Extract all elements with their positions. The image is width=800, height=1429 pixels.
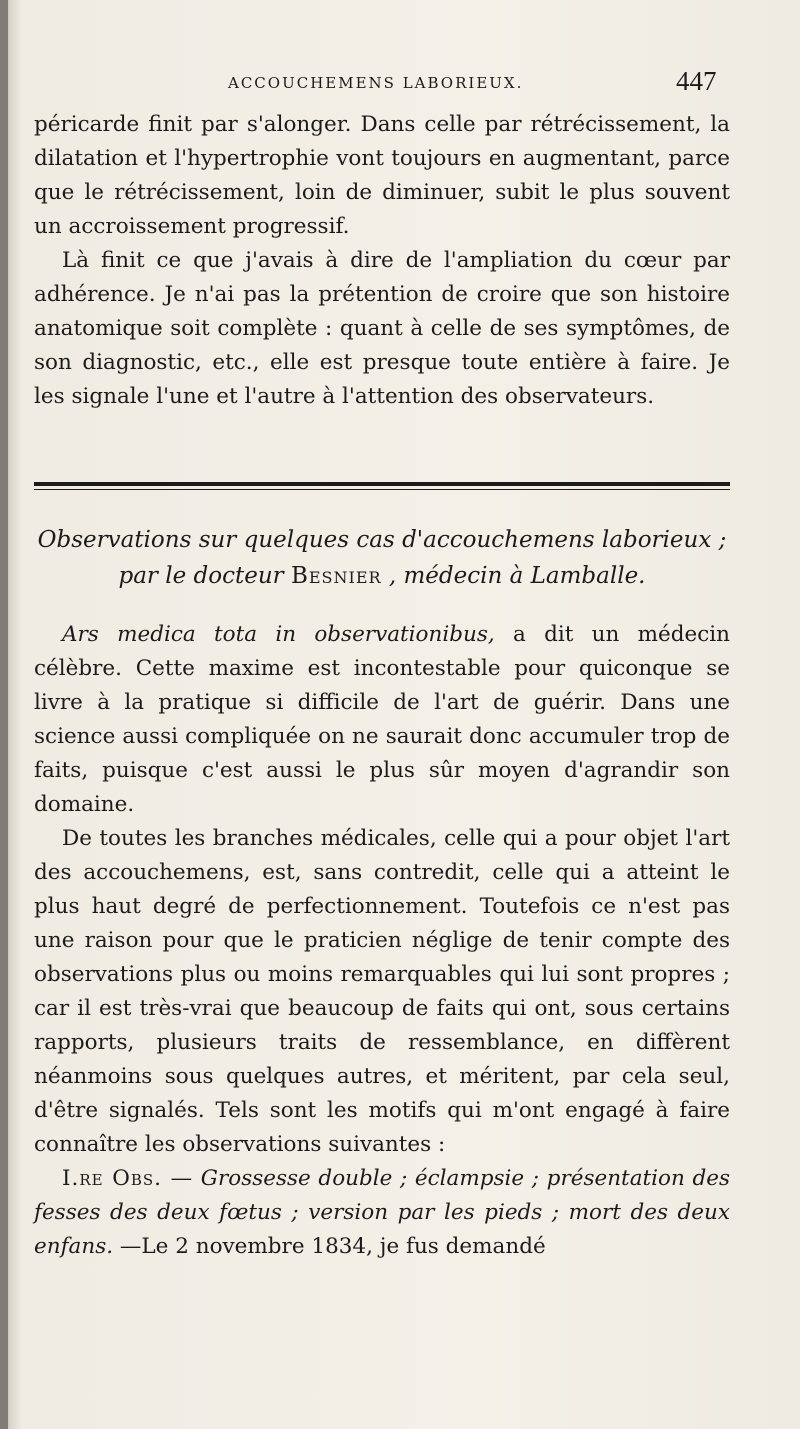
author-name: Besnier: [290, 563, 382, 589]
article-title-line-1: Observations sur quelques cas d'accouchemens laborieux ;: [37, 527, 727, 553]
page-number: 447: [676, 66, 717, 96]
observation-heading: [34, 1162, 730, 1264]
observation-text: —Le 2 novembre 1834, je fus demandé: [113, 1234, 546, 1259]
observation-label: I.re Obs. —: [62, 1166, 194, 1191]
observation-title: Grossesse double ; éclampsie ; présentation des fesses des deux fœtus ; version par les pieds ; mort des deux enfans.: [34, 1166, 730, 1259]
article-title: [34, 522, 730, 594]
paragraph: De toutes les branches médicales, celle qui a pour objet l'art des accouchemens, est, sans contredit, celle qui a atteint le plus haut degré de perfectionnement. Toutefois ce n'est pas une raison pour que le praticien néglige de tenir compte des observations plus ou moins remarquables qui lui sont propres ; car il est très-vrai que beaucoup de faits qui ont, sous certains rapports, plusieurs traits de ressemblance, en diffèrent néanmoins sous quelques autres, et méritent, par cela seul, d'être signalés. Tels sont les motifs qui m'ont engagé à faire connaître les observations suivantes :: [34, 826, 730, 1157]
byline-prefix: par le docteur: [118, 563, 284, 589]
paragraph: [34, 618, 730, 822]
latin-quote: Ars medica tota in observationibus,: [62, 622, 495, 647]
divider-thick-line: [34, 482, 730, 486]
divider-thin-line: [34, 489, 730, 490]
article-body: [34, 618, 730, 1264]
page-header: [0, 62, 800, 102]
section-divider: [34, 482, 730, 494]
byline-suffix: , médecin à Lamballe.: [388, 563, 646, 589]
paragraph: Là finit ce que j'avais à dire de l'ampliation du cœur par adhérence. Je n'ai pas la prétention de croire que son histoire anatomique soit complète : quant à celle de ses symptômes, de son diagnostic, etc., elle est presque toute entière à faire. Je les signale l'une et l'autre à l'attention des observateurs.: [34, 248, 730, 409]
previous-article-ending: [34, 108, 730, 414]
paragraph-text: a dit un médecin célèbre. Cette maxime est incontestable pour quiconque se livre à la pratique si difficile de l'art de guérir. Dans une science aussi compliquée on ne saurait donc accumuler trop de faits, puisque c'est aussi le plus sûr moyen d'agrandir son domaine.: [34, 622, 730, 817]
page-binding-shadow: [0, 0, 8, 1429]
article-title-line-2: [34, 558, 730, 594]
paragraph: péricarde finit par s'alonger. Dans celle par rétrécissement, la dilatation et l'hypertrophie vont toujours en augmentant, parce que le rétrécissement, loin de diminuer, subit le plus souvent un accroissement progressif.: [34, 112, 730, 239]
running-title: ACCOUCHEMENS LABORIEUX.: [228, 74, 524, 92]
